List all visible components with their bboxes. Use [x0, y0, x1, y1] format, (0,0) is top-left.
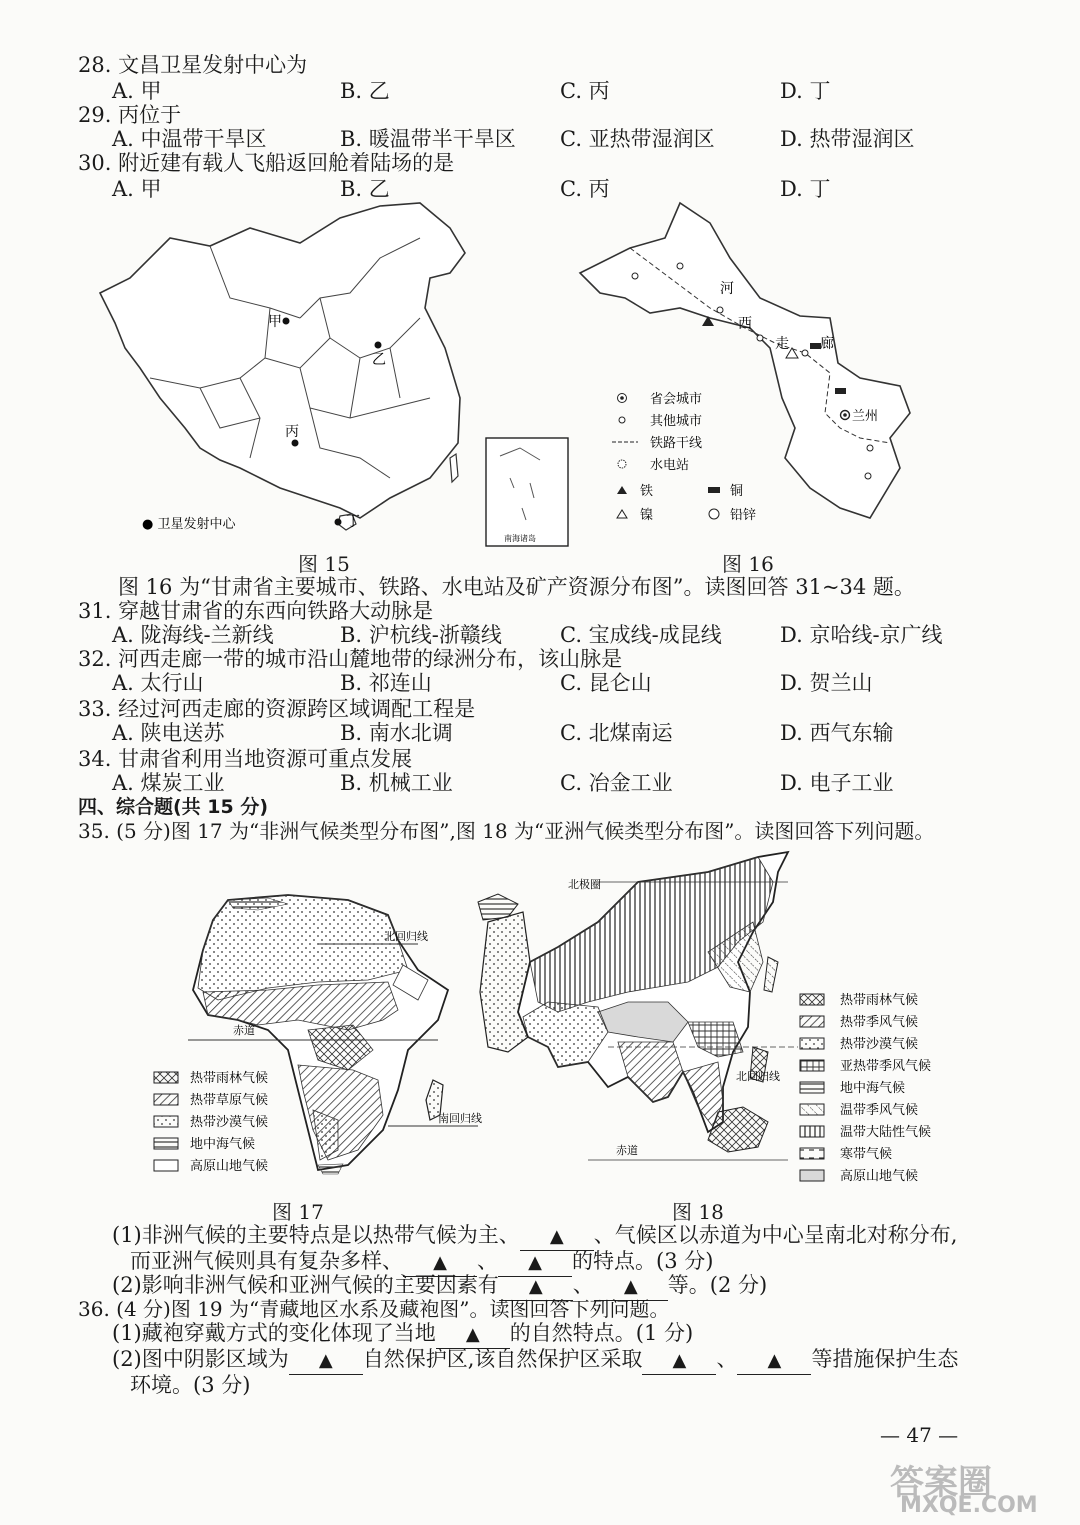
intro-31-34: 图 16 为“甘肃省主要城市、铁路、水电站及矿产资源分布图”。读图回答 31~34 题。	[118, 575, 915, 599]
answer-blank[interactable]: ▲	[403, 1250, 477, 1277]
q31-option-d: D. 京哈线-京广线	[780, 623, 943, 647]
figure-17-caption: 图 17	[272, 1200, 324, 1224]
svg-text:热带季风气候: 热带季风气候	[840, 1015, 919, 1030]
q30-option-d: D. 丁	[780, 177, 831, 201]
q35-part2: (2)影响非洲气候和亚洲气候的主要因素有 ▲ 、 ▲ 等。(2 分)	[112, 1272, 767, 1301]
svg-text:铁路干线: 铁路干线	[650, 436, 703, 451]
figure-18-caption: 图 18	[672, 1200, 724, 1224]
q33-option-d: D. 西气东输	[780, 721, 894, 745]
label-xi: 西	[738, 316, 752, 332]
q36-part2-line2: 环境。(3 分)	[130, 1373, 251, 1397]
q32-stem: 32. 河西走廊一带的城市沿山麓地带的绿洲分布，该山脉是	[78, 647, 623, 671]
launch-site-ding	[335, 519, 342, 526]
figure-16-caption: 图 16	[722, 552, 774, 576]
label-jia: 甲	[268, 314, 282, 330]
page-number: — 47 —	[880, 1423, 959, 1447]
q33-option-c: C. 北煤南运	[560, 721, 673, 745]
q35-part1-line2: 而亚洲气候则具有复杂多样、 ▲ 、 ▲ 的特点。(3 分)	[130, 1248, 713, 1277]
answer-blank[interactable]: ▲	[498, 1250, 572, 1277]
svg-text:其他城市: 其他城市	[650, 414, 703, 429]
map-figure-15	[90, 198, 570, 550]
china-outline	[100, 203, 465, 518]
q33-option-b: B. 南水北调	[340, 721, 453, 745]
q30-option-b: B. 乙	[340, 177, 390, 201]
svg-text:水电站: 水电站	[650, 458, 690, 473]
figure-15-caption: 图 15	[298, 552, 350, 576]
watermark-logo: 答案圈	[890, 1463, 992, 1503]
svg-text:热带雨林气候: 热带雨林气候	[190, 1071, 269, 1086]
q33-stem: 33. 经过河西走廊的资源跨区域调配工程是	[78, 697, 476, 721]
launch-site-jia	[283, 318, 290, 325]
answer-blank[interactable]: ▲	[436, 1322, 510, 1349]
label-bing: 丙	[285, 424, 299, 440]
q31-option-c: C. 宝成线-成昆线	[560, 623, 722, 647]
q29-option-a: A. 中温带干旱区	[112, 127, 267, 151]
q36-stem: 36. (4 分)图 19 为“青藏地区水系及藏袍图”。读图回答下列问题。	[78, 1297, 670, 1321]
label-zou: 走	[775, 336, 789, 352]
q32-option-b: B. 祁连山	[340, 671, 432, 695]
svg-text:寒带气候: 寒带气候	[840, 1147, 893, 1162]
taiwan-island	[450, 454, 458, 482]
svg-text:地中海气候: 地中海气候	[840, 1081, 906, 1096]
africa-tropic-south-label: 南回归线	[438, 1112, 482, 1125]
launch-site-bing	[292, 440, 299, 447]
gansu-outline	[580, 203, 910, 518]
q29-option-c: C. 亚热带湿润区	[560, 127, 715, 151]
answer-blank[interactable]: ▲	[289, 1348, 363, 1375]
q32-option-a: A. 太行山	[112, 671, 204, 695]
q36-part2-line1: (2)图中阴影区域为 ▲ 自然保护区,该自然保护区采取 ▲ 、 ▲ 等措施保护生态	[112, 1346, 958, 1375]
q30-option-a: A. 甲	[112, 177, 162, 201]
q29-option-d: D. 热带湿润区	[780, 127, 915, 151]
q34-stem: 34. 甘肃省利用当地资源可重点发展	[78, 747, 413, 771]
q33-option-a: A. 陕电送苏	[112, 721, 225, 745]
svg-text:热带沙漠气候: 热带沙漠气候	[190, 1115, 269, 1130]
q34-option-a: A. 煤炭工业	[112, 771, 225, 795]
answer-blank[interactable]: ▲	[499, 1274, 573, 1301]
south-china-sea-inset	[486, 438, 568, 546]
svg-text:铁: 铁	[640, 484, 654, 499]
q31-stem: 31. 穿越甘肃省的东西向铁路大动脉是	[78, 599, 434, 623]
svg-text:地中海气候: 地中海气候	[190, 1137, 256, 1152]
q32-option-d: D. 贺兰山	[780, 671, 873, 695]
label-lanzhou: 兰州	[852, 409, 879, 424]
q28-option-d: D. 丁	[780, 79, 831, 103]
svg-text:高原山地气候: 高原山地气候	[190, 1159, 269, 1174]
africa-equator-label: 赤道	[233, 1024, 255, 1037]
asia-equator-label: 赤道	[616, 1144, 638, 1157]
map16-legend	[612, 391, 756, 523]
map15-legend: ● 卫星发射中心	[142, 517, 236, 532]
q29-stem: 29. 丙位于	[78, 103, 182, 127]
svg-text:亚热带季风气候: 亚热带季风气候	[840, 1059, 932, 1074]
q34-option-c: C. 冶金工业	[560, 771, 673, 795]
label-he: 河	[720, 281, 734, 297]
section-4-heading: 四、综合题(共 15 分)	[78, 796, 269, 818]
map-figure-16	[570, 198, 930, 550]
q31-option-a: A. 陇海线-兰新线	[112, 623, 274, 647]
svg-text:铅锌: 铅锌	[730, 508, 757, 523]
q36-part1: (1)藏袍穿戴方式的变化体现了当地 ▲ 的自然特点。(1 分)	[112, 1320, 693, 1349]
svg-text:热带雨林气候: 热带雨林气候	[840, 993, 919, 1008]
map17-legend	[154, 1070, 268, 1174]
q32-option-c: C. 昆仑山	[560, 671, 652, 695]
q28-option-b: B. 乙	[340, 79, 390, 103]
svg-text:温带大陆性气候: 温带大陆性气候	[840, 1125, 932, 1140]
inset-label: 南海诸岛	[504, 534, 536, 543]
answer-blank[interactable]: ▲	[520, 1224, 594, 1251]
svg-text:铜: 铜	[730, 484, 744, 499]
q31-option-b: B. 沪杭线-浙赣线	[340, 623, 502, 647]
svg-text:热带草原气候: 热带草原气候	[190, 1093, 269, 1108]
q34-option-d: D. 电子工业	[780, 771, 894, 795]
svg-text:省会城市: 省会城市	[650, 392, 703, 407]
q29-option-b: B. 暖温带半干旱区	[340, 127, 516, 151]
answer-blank[interactable]: ▲	[594, 1274, 668, 1301]
svg-text:温带季风气候: 温带季风气候	[840, 1103, 919, 1118]
q35-part1-line1: (1)非洲气候的主要特点是以热带气候为主、 ▲ 、气候区以赤道为中心呈南北对称分布,	[112, 1222, 957, 1251]
asia-arctic-label: 北极圈	[568, 878, 601, 891]
watermark-url: MXQE.COM	[900, 1493, 1038, 1518]
map18-legend	[800, 992, 931, 1184]
q34-option-b: B. 机械工业	[340, 771, 453, 795]
answer-blank[interactable]: ▲	[642, 1348, 716, 1375]
asia-tropic-north-label: 北回归线	[736, 1070, 780, 1083]
label-lang: 廊	[820, 336, 834, 352]
q35-stem: 35. (5 分)图 17 为“非洲气候类型分布图”,图 18 为“亚洲气候类型分布图”。读图回答下列问题。	[78, 819, 935, 843]
africa-tropic-north-label: 北回归线	[384, 930, 428, 943]
answer-blank[interactable]: ▲	[737, 1348, 811, 1375]
map-figure-18	[468, 842, 958, 1197]
q28-option-a: A. 甲	[112, 79, 162, 103]
svg-text:高原山地气候: 高原山地气候	[840, 1169, 919, 1184]
q28-stem: 28. 文昌卫星发射中心为	[78, 53, 308, 77]
q30-stem: 30. 附近建有载人飞船返回舱着陆场的是	[78, 151, 455, 175]
q30-option-c: C. 丙	[560, 177, 610, 201]
label-yi: 乙	[372, 352, 386, 368]
svg-text:镍: 镍	[640, 508, 654, 523]
q28-option-c: C. 丙	[560, 79, 610, 103]
svg-text:热带沙漠气候: 热带沙漠气候	[840, 1037, 919, 1052]
label-ding: 丁	[346, 514, 360, 530]
launch-site-yi	[375, 342, 382, 349]
map-figure-17	[148, 870, 493, 1200]
